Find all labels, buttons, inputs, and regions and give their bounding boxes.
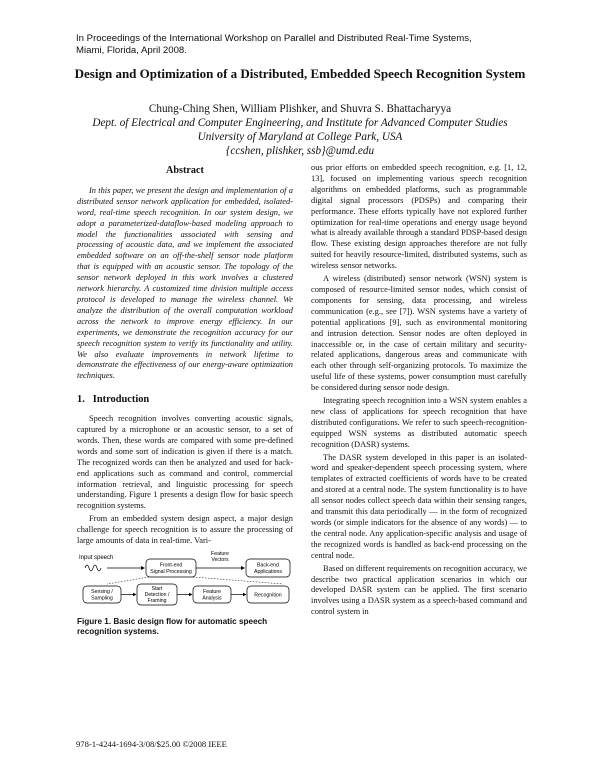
abstract-heading: Abstract xyxy=(166,165,204,176)
sensing-label-2: Sampling xyxy=(91,595,113,602)
feature-vectors-label-1: Feature xyxy=(211,551,229,557)
figure-1-caption: Figure 1. Basic design flow for automatic speech recognition systems. xyxy=(77,617,268,636)
intro-paragraph-2: From an embedded system design aspect, a major design challenge for speech recognition is to assure the processing of large amounts of data in real-time. Vari- xyxy=(77,514,293,546)
waveform-icon xyxy=(85,565,101,571)
affiliation-line-2: University of Maryland at College Park, USA xyxy=(197,131,403,143)
arrow-head xyxy=(241,566,245,570)
arrow-head xyxy=(243,593,247,596)
expand-line-right xyxy=(193,577,283,584)
paper-title: Design and Optimization of a Distributed, Embedded Speech Recognition System xyxy=(74,66,526,81)
right-paragraph-5: Based on different requirements on recognition accuracy, we describe two practical application scenarios in which our developed DASR system can be applied. The first scenario involves using a DASR system as a speech-based command and control system in xyxy=(311,563,527,617)
section-title: Introduction xyxy=(92,394,150,406)
right-paragraph-3: Integrating speech recognition into a WSN system enables a new class of applications for speech recognition that have distributed configurations. We refer to such speech-recognition-equipped WSN systems as distributed automatic speech recognition (DASR) systems. xyxy=(311,396,527,449)
right-paragraph-4: The DASR system developed in this paper is an isolated-word and speaker-dependent speech processing system, where templates of extracted coefficients of words have to be created and stored at a central node. The system functionality is to have all sensor nodes collect speech data within their sensing ranges, and transmit this data periodically — in the form of recognized words (or simple indicators for the absence of any words) — to the central node. Any application-specific analysis and usage of the recognized words is handled as back-end processing on the central node. xyxy=(311,452,527,560)
author-emails: {ccshen, plishker, ssb}@umd.edu xyxy=(225,145,375,157)
author-block xyxy=(40,102,560,158)
feature-analysis-label-2: Analysis xyxy=(202,595,222,602)
arrow-head xyxy=(189,593,193,596)
sensing-label-1: Sensing / xyxy=(91,589,113,595)
figure-1-diagram xyxy=(77,551,293,615)
feature-vectors-label-2: Vectors xyxy=(211,557,229,563)
intro-paragraph-1: Speech recognition involves converting acoustic signals, captured by a microphone or an acoustic sensor, to a set of words. Then, these words are compared with some pre-defined words and some sort of indication is given if there is a match. The recognized words can then be analyzed and used for back-end applications such as command and control, commercial information retrieval, and linguistic processing for speech understanding. Figure 1 presents a design flow for basic speech recognition systems. xyxy=(77,414,293,511)
feature-analysis-label-1: Feature xyxy=(203,589,221,595)
start-detection-label-3: Framing xyxy=(147,598,167,604)
abstract-section xyxy=(77,166,293,382)
backend-label-2: Applications xyxy=(254,569,282,575)
affiliation-line-1: Dept. of Electrical and Computer Engineering, and Institute for Advanced Computer Studies xyxy=(92,117,508,129)
arrow-head xyxy=(133,593,137,596)
frontend-label-1: Front-end xyxy=(159,562,183,569)
copyright-footer: 978-1-4244-1694-3/08/$25.00 ©2008 IEEE xyxy=(76,739,227,749)
abstract-text: In this paper, we present the design and implementation of a distributed sensor network application for embedded, isolated-word, real-time speech recognition. In our system design, we adopt a parameterized-dataflow-based modeling approach to model the functionalities associated with sensing and processing of acoustic data, and we implement the associated embedded software on an off-the-shelf sensor node platform that is equipped with an acoustic sensor. The topology of the sensor network deployed in this work involves a clustered network hierarchy. A customized time division multiple access protocol is developed to manage the wireless channel. We analyze the distribution of the overall computation workload across the network to improve energy efficiency. In our experiments, we demonstrate the recognition accuracy for our speech recognition system to verify its functionality and utility. We also evaluate improvements in network lifetime to demonstrate the effectiveness of our energy-aware optimization techniques. xyxy=(77,185,293,381)
right-paragraph-1: ous prior efforts on embedded speech recognition, e.g. [1, 12, 13], focused on implementing various speech recognition algorithms on embedded platforms, such as programmable digital signal processors (PDSPs) and comparing their performance. These efforts typically have not explored further optimization for real-time operations and energy usage beyond what is already available through a standard PDSP-based design flow. These existing design approaches therefore are not fully suited for heavily resource-limited, distributed systems, such as wireless sensor networks. xyxy=(311,163,527,271)
start-detection-label-2: Detection / xyxy=(144,592,170,598)
author-names: Chung-Ching Shen, William Plishker, and Shuvra S. Bhattacharyya xyxy=(148,103,452,115)
arrow-head xyxy=(141,566,145,570)
expand-line-left xyxy=(107,577,149,584)
start-detection-label-1: Start xyxy=(151,586,163,592)
section-number: 1. xyxy=(77,394,85,406)
proceedings-line-1: In Proceedings of the International Workshop on Parallel and Distributed Real-Time Systems, xyxy=(76,33,472,44)
proceedings-line-2: Miami, Florida, April 2008. xyxy=(76,45,187,56)
section-heading-introduction xyxy=(77,395,293,406)
frontend-label-2: Signal Processing xyxy=(150,569,192,575)
recognition-label: Recognition xyxy=(254,592,282,599)
left-column xyxy=(77,163,293,637)
proceedings-header xyxy=(76,33,536,57)
backend-label-1: Back-end xyxy=(257,562,279,569)
right-paragraph-2: A wireless (distributed) sensor network (WSN) system is composed of resource-limited sensor nodes, which consist of components for sensing, data processing, and wireless communication (e.g., see [7]). WSN systems have a variety of potential applications [9], such as environmental monitoring and intrusion detection. Sensor nodes are often deployed in inaccessible or, in the case of certain military and security-related applications, dangerous areas and communicate with each other through self-organizing protocols. To maximize the useful life of these systems, power consumption must carefully be considered during sensor node design. xyxy=(311,274,527,393)
input-speech-label: Input speech xyxy=(79,555,114,561)
right-column xyxy=(311,163,527,620)
